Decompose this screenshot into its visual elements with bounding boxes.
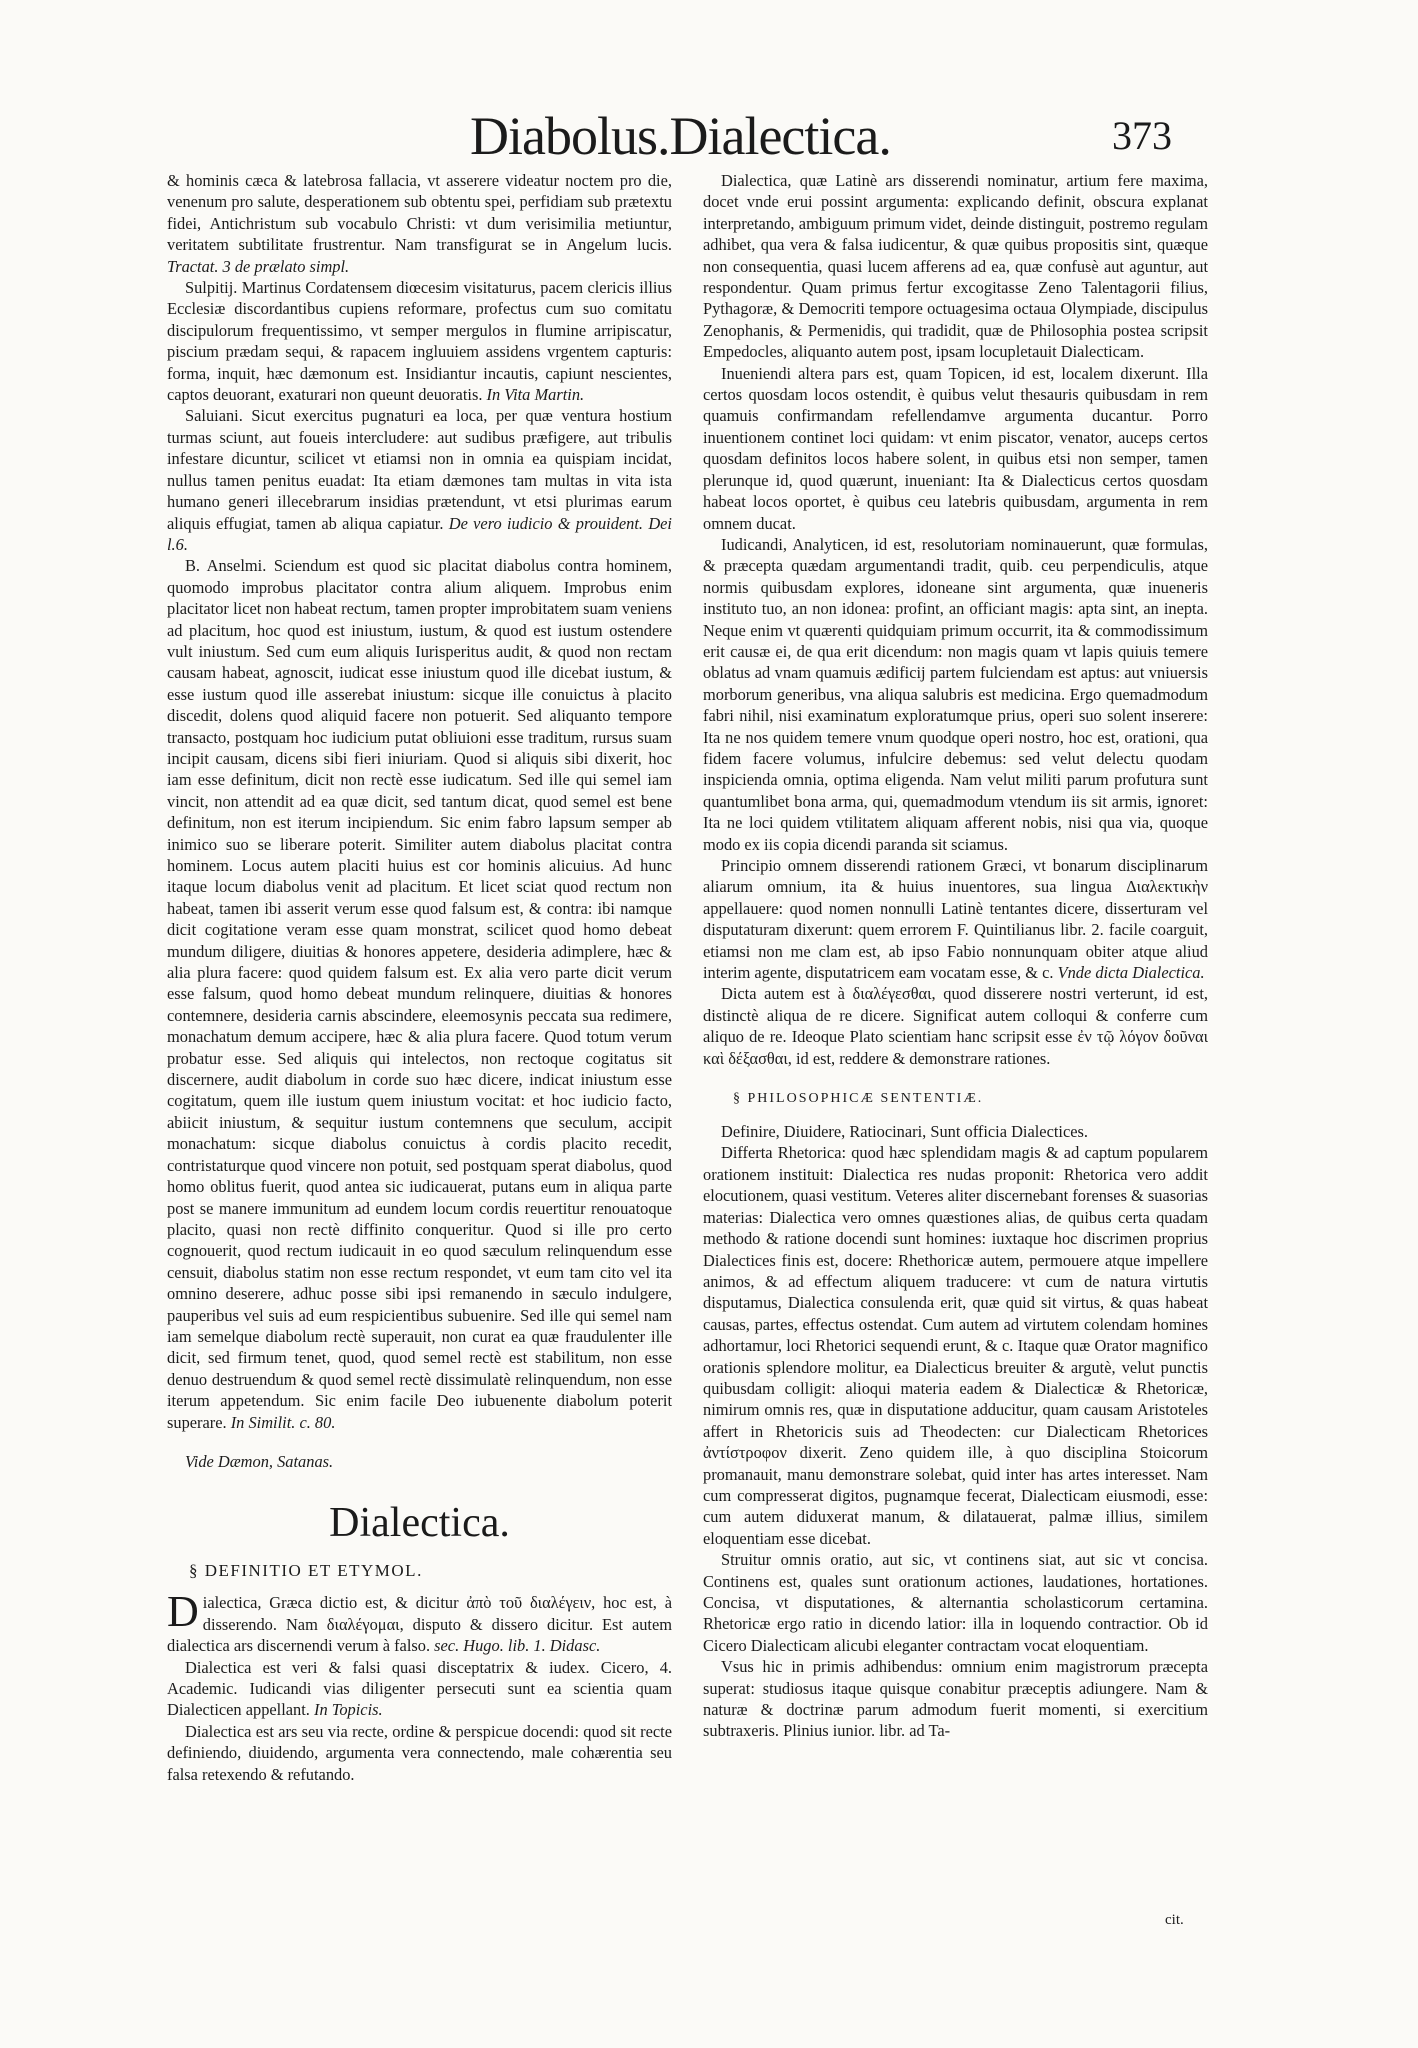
subsection-heading: § PHILOSOPHICÆ SENTENTIÆ.	[733, 1091, 984, 1107]
cross-reference: Vide Dæmon, Satanas.	[185, 1451, 334, 1471]
section-title: Dialectica.	[329, 1500, 510, 1547]
page-number: 373	[1112, 113, 1172, 158]
paragraph-mark: §	[189, 1561, 205, 1581]
left-column	[167, 170, 672, 1785]
citation: In Similit. c. 80.	[230, 1412, 336, 1432]
paragraph: Principio omnem disserendi rationem Græci, vt bonarum disciplinarum aliarum omnium, ita & huius inuentores, sua lingua Διαλεκτικὴν appellauere: quod nomen nonnulli Latinè tentantes dicere, disserturam vel disputaturam dixerunt: quem errorem F. Quintilianus libr. 2. facile coarguit, etiamsi non me clam est, ab ipso Fabio nonnunquam obiter atque aliud interim agente, disputatricem eam vocatam esse, & c. Vnde dicta Dialectica.	[703, 856, 1208, 983]
citation: In Topicis.	[314, 1700, 383, 1720]
drop-cap: D	[167, 1587, 199, 1637]
citation: In Vita Martin.	[486, 385, 585, 405]
paragraph: Differta Rhetorica: quod hæc splendidam magis & ad captum popularem orationem instituit: Dialectica res nudas proponit: Rhetorica vero addit elocutionem, quasi vestitum. Veteres aliter discernebant forenses & suasorias materias: Dialectica vero omnes quæstiones alias, de quibus certa quadam methodo & ratione docendi sunt homines: iuxtaque hoc discrimen proprius Dialectices finis est, docere: Rhethoricæ autem, permouere atque impellere animos, & ad effectum aliquem traducere: vt cum de natura virtutis disputamus, Dialectica consulenda erit, quæ quid sit virtus, & quas habeat causas, partes, effectus ostendat. Cum autem ad virtutem colendam homines adhortamur, loci Rhetorici sequendi erunt, & c. Itaque quæ Orator magnifico orationis splendore molitur, ea Dialecticus breuiter & argutè, velut punctis quibusdam colligit: alioqui materia eadem & Dialecticæ & Rhetoricæ, nimirum omnis res, quæ in disputatione adducitur, quam causam Aristoteles affert in Rhetoricis suis ad Theodecten: cur Dialecticam Rhetorices ἀντίστροφον dixerit. Zeno quidem ille, à quo disciplina Stoicorum promanauit, manu demonstrare solebat, quid inter has artes interesset. Nam cum compresserat digitos, pugnamque fecerat, Dialecticam eiusmodi, esse: cum autem diduxerat manum, & dilatauerat, palmæ illius, similem eloquentiam esse dicebat.	[703, 1143, 1208, 1548]
paragraph: Dicta autem est à διαλέγεσθαι, quod disserere nostri verterunt, id est, distinctè aliqua de re dicere. Significat autem colloqui & conferre cum aliquo de re. Ideoque Plato scientiam hanc scripsit esse ἐν τῷ λόγον δοῦναι καὶ δέξασθαι, id est, reddere & demonstrare rationes.	[703, 984, 1208, 1068]
paragraph: Struitur omnis oratio, aut sic, vt continens siat, aut sic vt concisa. Continens est, quales sunt orationum actiones, laudationes, hortationes. Concisa, vt disputationes, & alternantia scholasticorum certamina. Rhetoricæ ergo ratio in dicendo latior: illa in loquendo contractior. Ob id Cicero Dialecticam alicubi eleganter contractam vocat eloquentiam.	[703, 1550, 1208, 1655]
paragraph-mark: §	[733, 1091, 748, 1107]
paragraph: & hominis cæca & latebrosa fallacia, vt asserere videatur noctem pro die, venenum pro salute, desperationem sub obtentu spei, perfidiam sub prætextu fidei, Antichristum sub vocabulo Christi: vt dum verisimilia metiuntur, veritatem subtilitate frustrentur. Nam transfigurat se in Angelum lucis. Tractat. 3 de prælato simpl.	[167, 171, 672, 276]
paragraph: Definire, Diuidere, Ratiocinari, Sunt officia Dialectices.	[721, 1122, 1088, 1142]
citation: De vero iudicio & prouident. Dei l.6.	[167, 513, 672, 554]
paragraph: Dialectica est veri & falsi quasi disceptatrix & iudex. Cicero, 4. Academic. Iudicandi vias diligenter persecuti sunt ea scientia quam Dialecticen appellant. In Topicis.	[167, 1657, 672, 1720]
paragraph: Saluiani. Sicut exercitus pugnaturi ea loca, per quæ ventura hostium turmas sciunt, aut foueis intercludere: aut sudibus præfigere, aut tribulis infestare dicuntur, scilicet vt etiamsi non in omnia ea quispiam incidat, nullus tamen penitus euadat: Ita etiam dæmones tam multas in vita ista humano generi illecebrarum insidias prætendunt, vt etsi plurimas earum aliquis effugiat, tamen ab aliqua capiatur. De vero iudicio & prouident. Dei l.6.	[167, 406, 672, 554]
citation: Vnde dicta Dialectica.	[1057, 963, 1205, 983]
paragraph: D ialectica, Græca dictio est, & dicitur ἀπὸ τοῦ διαλέγειν, hoc est, à disserendo. Nam διαλέγομαι, disputo & dissero dicitur. Est autem dialectica ars discernendi verum à falso. sec. Hugo. lib. 1. Didasc.	[167, 1587, 672, 1656]
running-head-title: Diabolus.Dialectica.	[470, 106, 891, 166]
subsection-heading: § DEFINITIO ET ETYMOL.	[189, 1561, 423, 1581]
citation: sec. Hugo. lib. 1. Didasc.	[434, 1636, 601, 1656]
right-column	[703, 170, 1208, 1742]
paragraph: Dialectica, quæ Latinè ars disserendi nominatur, artium fere maxima, docet vnde erui possint argumenta: explicando definit, obscura explanat interpretando, ambiguum primum videt, deinde distinguit, postremo regulam adhibet, qua vera & falsa iudicentur, & quæ quibus propositis sint, quæque non consequentia, quasi lucem afferens ad ea, quæ confusè aut aguntur, aut respondentur. Quam primus fertur excogitasse Zeno Talentagorii filius, Pythagoræ, & Democriti tempore octuagesima octaua Olympiade, discipulus Zenophanis, & Permenidis, qui tradidit, quæ de Philosophia postea scripsit Empedocles, aliquanto autem post, ipsam locupletauit Dialecticam.	[703, 171, 1208, 362]
citation: Tractat. 3 de prælato simpl.	[167, 256, 350, 276]
catchword: cit.	[1165, 1912, 1184, 1928]
paragraph: Inueniendi altera pars est, quam Topicen, id est, localem dixerunt. Illa certos quosdam locos ostendit, è quibus velut thesauris quibusdam in rem quamuis confirmandam refellendamve argumenta ducantur. Porro inuentionem continet loci quidam: vt enim piscator, venator, auceps certos quosdam definitos locos habere solent, in quibus etsi non semper, tamen plerunque id, quod quærunt, inueniant: Ita & Dialecticus certos quosdam habeat locos oportet, è quibus ceu latebris quibusdam, argumenta in rem omnem ducat.	[703, 363, 1208, 533]
paragraph: Vsus hic in primis adhibendus: omnium enim magistrorum præcepta superat: studiosus itaque quisque conabitur præceptis adiungere. Nam & naturæ & doctrinæ parum admodum fuerit momenti, si exercitium subtraxeris. Plinius iunior. libr. ad Ta-	[703, 1657, 1208, 1741]
paragraph: Dialectica est ars seu via recte, ordine & perspicue docendi: quod sit recte definiendo, diuidendo, argumenta vera connectendo, male cohærentia seu falsa retexendo & refutando.	[167, 1721, 672, 1784]
paragraph: B. Anselmi. Sciendum est quod sic placitat diabolus contra hominem, quomodo improbus placitator contra alium aliquem. Improbus enim placitator licet non habeat rectum, tamen propter improbitatem suam veniens ad placitum, hoc quod est iniustum, iustum, & quod est iustum ostendere vult iniustum. Sed cum eum aliquis Iurisperitus audit, & quod non rectam causam habeat, agnoscit, iudicat esse iniustum quod ille dicebat iustum, & esse iustum quod ille asserebat iniustum: sicque ille conuictus à placito discedit, dolens quod aliquid facere non potuerit. Sed aliquanto tempore transacto, postquam hoc iudicium putat obliuioni esse traditum, rursus suam incipit causam, dicens sibi fieri iniuriam. Quod si aliquis sibi dixerit, hoc iam esse definitum, dicit non rectè esse iudicatum. Sed ille qui semel iam vincit, non attendit ad ea quæ dicit, sed tantum dicat, quod semel est bene definitum, non est iterum incipiendum. Sic enim fabro lapsum semper ab inimico suo se liberare poterit. Similiter autem diabolus placitat contra hominem. Locus autem placiti huius est cor hominis alicuius. Ad hunc itaque locum diabolus venit ad placitum. Et licet sciat quod rectum non habeat, tamen ibi asserit verum esse quod falsum est, & contra: ibi namque dicit cogitatione veram esse quam monstrat, scilicet quod homo debeat mundum diligere, diuitias & honores appetere, desideria adimplere, hæc & alia plura facere: quod quidem falsum est. Ex alia vero parte dicit verum esse falsum, quod homo debeat mundum relinquere, diuitias & honores contemnere, desideria carnis abscindere, eleemosynis peccata sua redimere, monachatum demum accipere, hæc & alia plura facere. Quod totum verum probatur esse. Sed aliquis qui intelectos, non rectoque cogitatus sit discernere, audit diabolum in corde suo hæc dicere, indicat iniustum esse cogitatum, quem ille iustum quem iniustum vocitat: et hoc iudicio facto, abiicit iniustum, & sequitur iustum contemnens que seculum, accipit monachatum: sicque diabolus conuictus à cordis placito recedit, contristaturque quod vincere non potuit, sed postquam sperat diabolus, quod homo oblitus fuerit, quod antea sic iudicauerat, putans eum in aliqua parte post se manere immunitum ad eundem locum cordis reuertitur renouatoque placito, quasi non rectè diffinito conqueritur. Quod si ille pro certo cognouerit, quod rectum iudicauit in eo quod sæculum relinquendum esse censuit, diabolus statim non esse rectum respondet, vt eum tam cito vel ita omnino deserere, adhuc posse sibi ipsi remanendo in sæculo indulgere, pauperibus vel suis ad eum respicientibus subuenire. Sed ille qui semel nam iam semelque diabolum rectè superauit, non curat ea quæ fraudulenter ille dicit, sed firmum tenet, quod, quod semel rectè est stabilitum, non esse denuo destruendum & quod semel rectè dissimulatè relinquendum, non esse iterum appetendum. Sic enim facile Deo iubuenente diabolum poterit superare. In Similit. c. 80.	[167, 556, 672, 1432]
paragraph: Sulpitij. Martinus Cordatensem diœcesim visitaturus, pacem clericis illius Ecclesiæ discordantibus cupiens reformare, profectus cum suo comitatu discipulorum frequentissimo, vt semper mergulos in flumine arripiscatur, piscium prædam sequi, & rapacem ingluuiem assidens vrgentem capturis: forma, inquit, hæc dæmonum est. Insidiantur incautis, capiunt nescientes, captos deuorant, exaturari non queunt deuoratis. In Vita Martin.	[167, 278, 672, 405]
paragraph: Iudicandi, Analyticen, id est, resolutoriam nominauerunt, quæ formulas, & præcepta quædam argumentandi tradit, quib. ceu perpendiculis, atque normis quibusdam explores, idoneane sint argumenta, quæ inueneris instituto tuo, an non idonea: profint, an officiant magis: apta sint, an inepta. Neque enim vt quærenti quidquiam primum occurrit, ita & commodissimum erit causæ ei, de qua erit dicendum: non magis quam vt lapis quiuis temere oblatus ad vnam quamuis ædificij partem fulciendam est aptus: aut vniuersis morborum generibus, vna aliqua salubris est medicina. Ergo quemadmodum fabri nihil, nisi examinatum exploratumque prius, operi suo solent inserere: Ita ne nos quidem temere vnum quodque operi nostro, hoc est, orationi, qua fidem facere volumus, infulcire debemus: sed velut delectu quodam inspicienda omnia, optima eligenda. Nam velut militi parum profutura sunt quantumlibet bona arma, qui, quemadmodum vtendum iis sit armis, ignoret: Ita ne loci quidem vtilitatem aliquam afferent nobis, nisi qua via, quoque modo ex iis copia dicendi paranda sit sciamus.	[703, 534, 1208, 854]
